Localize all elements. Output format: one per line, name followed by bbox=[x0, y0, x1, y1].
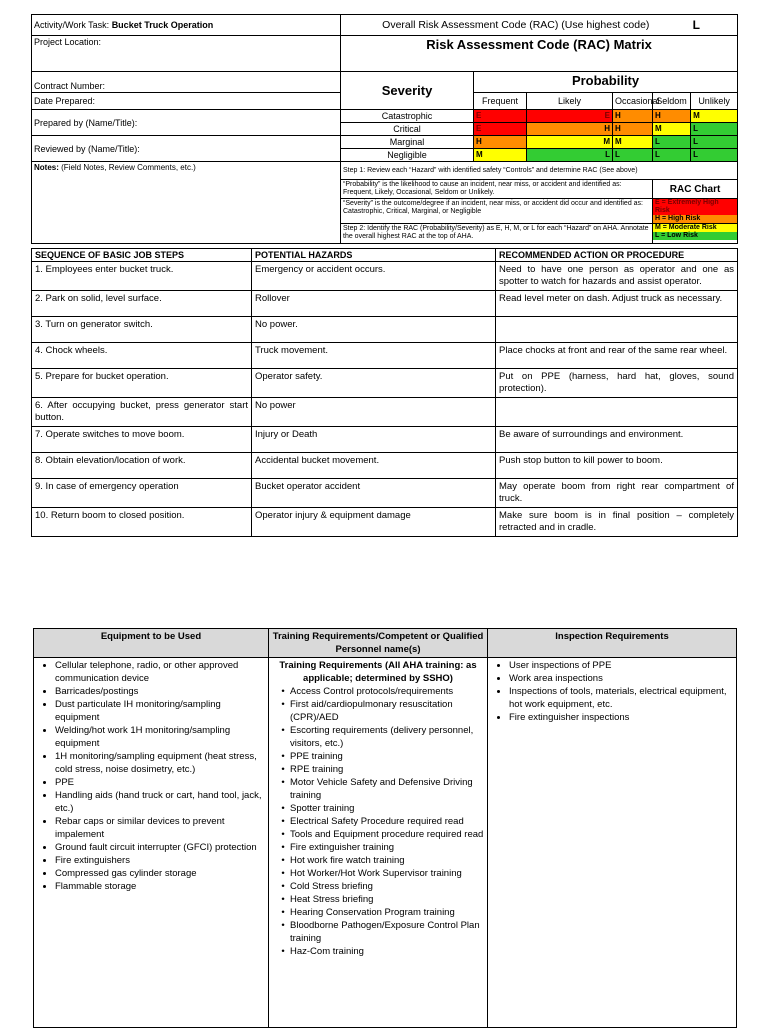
rac-cell: L bbox=[691, 136, 738, 149]
notes-field bbox=[32, 162, 341, 244]
rac-cell: L bbox=[691, 123, 738, 136]
list-item: • Fire extinguishers bbox=[55, 854, 266, 867]
action: Need to have one person as operator and one as spotter to watch for hazards and assist operator. bbox=[496, 262, 738, 291]
table-row bbox=[32, 398, 738, 427]
notes-hint: (Field Notes, Review Comments, etc.) bbox=[61, 163, 196, 172]
list-item: • Cold Stress briefing bbox=[290, 880, 485, 893]
list-item: • Heat Stress briefing bbox=[290, 893, 485, 906]
list-item: • 1H monitoring/sampling equipment (heat stress, cold stress, noise dosimetry, etc.) bbox=[55, 750, 266, 776]
requirements-table bbox=[33, 628, 737, 1028]
job-step: 8. Obtain elevation/location of work. bbox=[32, 453, 252, 479]
job-step: 10. Return boom to closed position. bbox=[32, 508, 252, 537]
action: Make sure boom is in final position – completely retracted and in cradle. bbox=[496, 508, 738, 537]
rac-chart-upper bbox=[653, 199, 738, 224]
training-heading: Training Requirements (All AHA training: as applicable; determined by SSHO) bbox=[279, 660, 477, 684]
severity-negligible: Negligible bbox=[341, 149, 474, 162]
rac-cell: H bbox=[527, 123, 613, 136]
hazard: Truck movement. bbox=[252, 343, 496, 369]
col-header-steps: SEQUENCE OF BASIC JOB STEPS bbox=[32, 249, 252, 262]
rac-chart-high: H = High Risk bbox=[653, 215, 737, 223]
hazard: Bucket operator accident bbox=[252, 479, 496, 508]
job-step: 6. After occupying bucket, press generator start button. bbox=[32, 398, 252, 427]
inspection-cell bbox=[488, 658, 737, 1028]
hazard: Operator safety. bbox=[252, 369, 496, 398]
list-item: • Ground fault circuit interrupter (GFCI) protection bbox=[55, 841, 266, 854]
list-item: • PPE training bbox=[290, 750, 485, 763]
job-step: 4. Chock wheels. bbox=[32, 343, 252, 369]
table-row bbox=[32, 479, 738, 508]
list-item: • RPE training bbox=[290, 763, 485, 776]
inspection-list bbox=[490, 659, 734, 724]
rac-chart-title: RAC Chart bbox=[653, 180, 738, 199]
job-step: 5. Prepare for bucket operation. bbox=[32, 369, 252, 398]
hazard: Emergency or accident occurs. bbox=[252, 262, 496, 291]
probability-occasional: Occasional bbox=[613, 93, 653, 110]
rac-chart-moderate: M = Moderate Risk bbox=[653, 224, 737, 232]
notes-label: Notes: bbox=[34, 163, 62, 172]
list-item: • User inspections of PPE bbox=[509, 659, 734, 672]
col-header-training: Training Requirements/Competent or Qualified Personnel name(s) bbox=[269, 629, 488, 658]
probability-likely: Likely bbox=[527, 93, 613, 110]
severity-catastrophic: Catastrophic bbox=[341, 110, 474, 123]
rac-cell: L bbox=[527, 149, 613, 162]
list-item: • Hot work fire watch training bbox=[290, 854, 485, 867]
table-row bbox=[32, 343, 738, 369]
col-header-inspection: Inspection Requirements bbox=[488, 629, 737, 658]
list-item: • Hearing Conservation Program training bbox=[290, 906, 485, 919]
severity-marginal: Marginal bbox=[341, 136, 474, 149]
action bbox=[496, 398, 738, 427]
rac-cell: H bbox=[613, 123, 653, 136]
list-item: • Motor Vehicle Safety and Defensive Driving training bbox=[290, 776, 485, 802]
probability-unlikely: Unlikely bbox=[691, 93, 738, 110]
job-step: 3. Turn on generator switch. bbox=[32, 317, 252, 343]
table-row bbox=[32, 369, 738, 398]
action bbox=[496, 317, 738, 343]
action: Place chocks at front and rear of the same rear wheel. bbox=[496, 343, 738, 369]
hazard: Injury or Death bbox=[252, 427, 496, 453]
rac-cell: H bbox=[474, 136, 527, 149]
rac-cell: E bbox=[474, 110, 527, 123]
date-prepared-field: Date Prepared: bbox=[32, 93, 341, 110]
probability-frequent: Frequent bbox=[474, 93, 527, 110]
list-item: • Access Control protocols/requirements bbox=[290, 685, 485, 698]
rac-cell: E bbox=[474, 123, 527, 136]
action: Put on PPE (harness, hard hat, gloves, sound protection). bbox=[496, 369, 738, 398]
list-item: • Cellular telephone, radio, or other approved communication device bbox=[55, 659, 266, 685]
list-item: • Flammable storage bbox=[55, 880, 266, 893]
hazard: Rollover bbox=[252, 291, 496, 317]
step2-instructions: Step 2: Identify the RAC (Probability/Severity) as E, H, M, or L for each “Hazard” on AHA. Annotate the overall highest RAC at the top of AHA. bbox=[341, 224, 653, 244]
list-item: • Spotter training bbox=[290, 802, 485, 815]
rac-cell: E bbox=[527, 110, 613, 123]
activity-field bbox=[32, 15, 341, 36]
list-item: • Barricades/postings bbox=[55, 685, 266, 698]
severity-heading: Severity bbox=[341, 72, 474, 110]
contract-number-field: Contract Number: bbox=[32, 72, 341, 93]
job-steps-table bbox=[31, 248, 738, 537]
list-item: • Fire extinguisher training bbox=[290, 841, 485, 854]
activity-value: Bucket Truck Operation bbox=[111, 20, 214, 30]
rac-cell: L bbox=[653, 136, 691, 149]
probability-heading: Probability bbox=[474, 72, 738, 93]
list-item: • Compressed gas cylinder storage bbox=[55, 867, 266, 880]
table-row bbox=[32, 262, 738, 291]
rac-cell: M bbox=[474, 149, 527, 162]
project-location-field: Project Location: bbox=[32, 36, 341, 72]
rac-chart-low: L = Low Risk bbox=[653, 232, 737, 240]
matrix-title: Risk Assessment Code (RAC) Matrix bbox=[341, 36, 738, 72]
rac-chart-lower bbox=[653, 224, 738, 244]
table-row bbox=[32, 317, 738, 343]
training-list bbox=[271, 685, 485, 958]
rac-cell: M bbox=[653, 123, 691, 136]
list-item: • Electrical Safety Procedure required read bbox=[290, 815, 485, 828]
overall-rac-value: L bbox=[691, 15, 738, 36]
hazard: Operator injury & equipment damage bbox=[252, 508, 496, 537]
col-header-hazards: POTENTIAL HAZARDS bbox=[252, 249, 496, 262]
rac-cell: M bbox=[527, 136, 613, 149]
action: Be aware of surroundings and environment. bbox=[496, 427, 738, 453]
rac-cell: M bbox=[691, 110, 738, 123]
job-step: 9. In case of emergency operation bbox=[32, 479, 252, 508]
list-item: • Hot Worker/Hot Work Supervisor training bbox=[290, 867, 485, 880]
list-item: • PPE bbox=[55, 776, 266, 789]
hazard: No power bbox=[252, 398, 496, 427]
rac-cell: H bbox=[613, 110, 653, 123]
list-item: • Escorting requirements (delivery personnel, visitors, etc.) bbox=[290, 724, 485, 750]
job-step: 2. Park on solid, level surface. bbox=[32, 291, 252, 317]
rac-cell: M bbox=[613, 136, 653, 149]
reviewed-by-field: Reviewed by (Name/Title): bbox=[32, 136, 341, 162]
list-item: • Handling aids (hand truck or cart, hand tool, jack, etc.) bbox=[55, 789, 266, 815]
list-item: • Inspections of tools, materials, electrical equipment, hot work equipment, etc. bbox=[509, 685, 734, 711]
severity-definition: “Severity” is the outcome/degree if an incident, near miss, or accident did occur and identified as: Catastrophic, Critical, Marginal, or Negligible bbox=[341, 199, 653, 224]
rac-cell: L bbox=[653, 149, 691, 162]
probability-seldom: Seldom bbox=[653, 93, 691, 110]
hazard: Accidental bucket movement. bbox=[252, 453, 496, 479]
prepared-by-field: Prepared by (Name/Title): bbox=[32, 110, 341, 136]
job-step: 1. Employees enter bucket truck. bbox=[32, 262, 252, 291]
action: May operate boom from right rear compartment of truck. bbox=[496, 479, 738, 508]
equipment-cell bbox=[34, 658, 269, 1028]
probability-definition: “Probability” is the likelihood to cause an incident, near miss, or accident and identified as: Frequent, Likely, Occasional, Seldom or Unlikely. bbox=[341, 180, 653, 199]
activity-label: Activity/Work Task: bbox=[34, 20, 112, 30]
aha-header-table bbox=[31, 14, 738, 244]
equipment-list bbox=[36, 659, 266, 893]
severity-critical: Critical bbox=[341, 123, 474, 136]
list-item: • Haz-Com training bbox=[290, 945, 485, 958]
table-row bbox=[32, 427, 738, 453]
col-header-equipment: Equipment to be Used bbox=[34, 629, 269, 658]
hazard: No power. bbox=[252, 317, 496, 343]
table-row bbox=[32, 508, 738, 537]
rac-cell: L bbox=[691, 149, 738, 162]
list-item: • Welding/hot work 1H monitoring/sampling equipment bbox=[55, 724, 266, 750]
list-item: • First aid/cardiopulmonary resuscitation (CPR)/AED bbox=[290, 698, 485, 724]
table-row bbox=[32, 453, 738, 479]
rac-cell: H bbox=[653, 110, 691, 123]
table-row bbox=[32, 291, 738, 317]
list-item: • Tools and Equipment procedure required read bbox=[290, 828, 485, 841]
step1-instructions: Step 1: Review each “Hazard” with identified safety “Controls” and determine RAC (See above) bbox=[341, 162, 738, 180]
job-step: 7. Operate switches to move boom. bbox=[32, 427, 252, 453]
list-item: • Rebar caps or similar devices to prevent impalement bbox=[55, 815, 266, 841]
training-cell bbox=[269, 658, 488, 1028]
job-steps-header bbox=[32, 249, 738, 262]
rac-cell: L bbox=[613, 149, 653, 162]
list-item: • Dust particulate IH monitoring/sampling equipment bbox=[55, 698, 266, 724]
list-item: • Bloodborne Pathogen/Exposure Control Plan training bbox=[290, 919, 485, 945]
list-item: • Work area inspections bbox=[509, 672, 734, 685]
col-header-actions: RECOMMENDED ACTION OR PROCEDURE bbox=[496, 249, 738, 262]
list-item: • Fire extinguisher inspections bbox=[509, 711, 734, 724]
action: Read level meter on dash. Adjust truck as necessary. bbox=[496, 291, 738, 317]
rac-chart-extreme: E = Extremely High Risk bbox=[653, 199, 737, 215]
overall-rac-label: Overall Risk Assessment Code (RAC) (Use highest code) bbox=[341, 15, 691, 36]
action: Push stop button to kill power to boom. bbox=[496, 453, 738, 479]
